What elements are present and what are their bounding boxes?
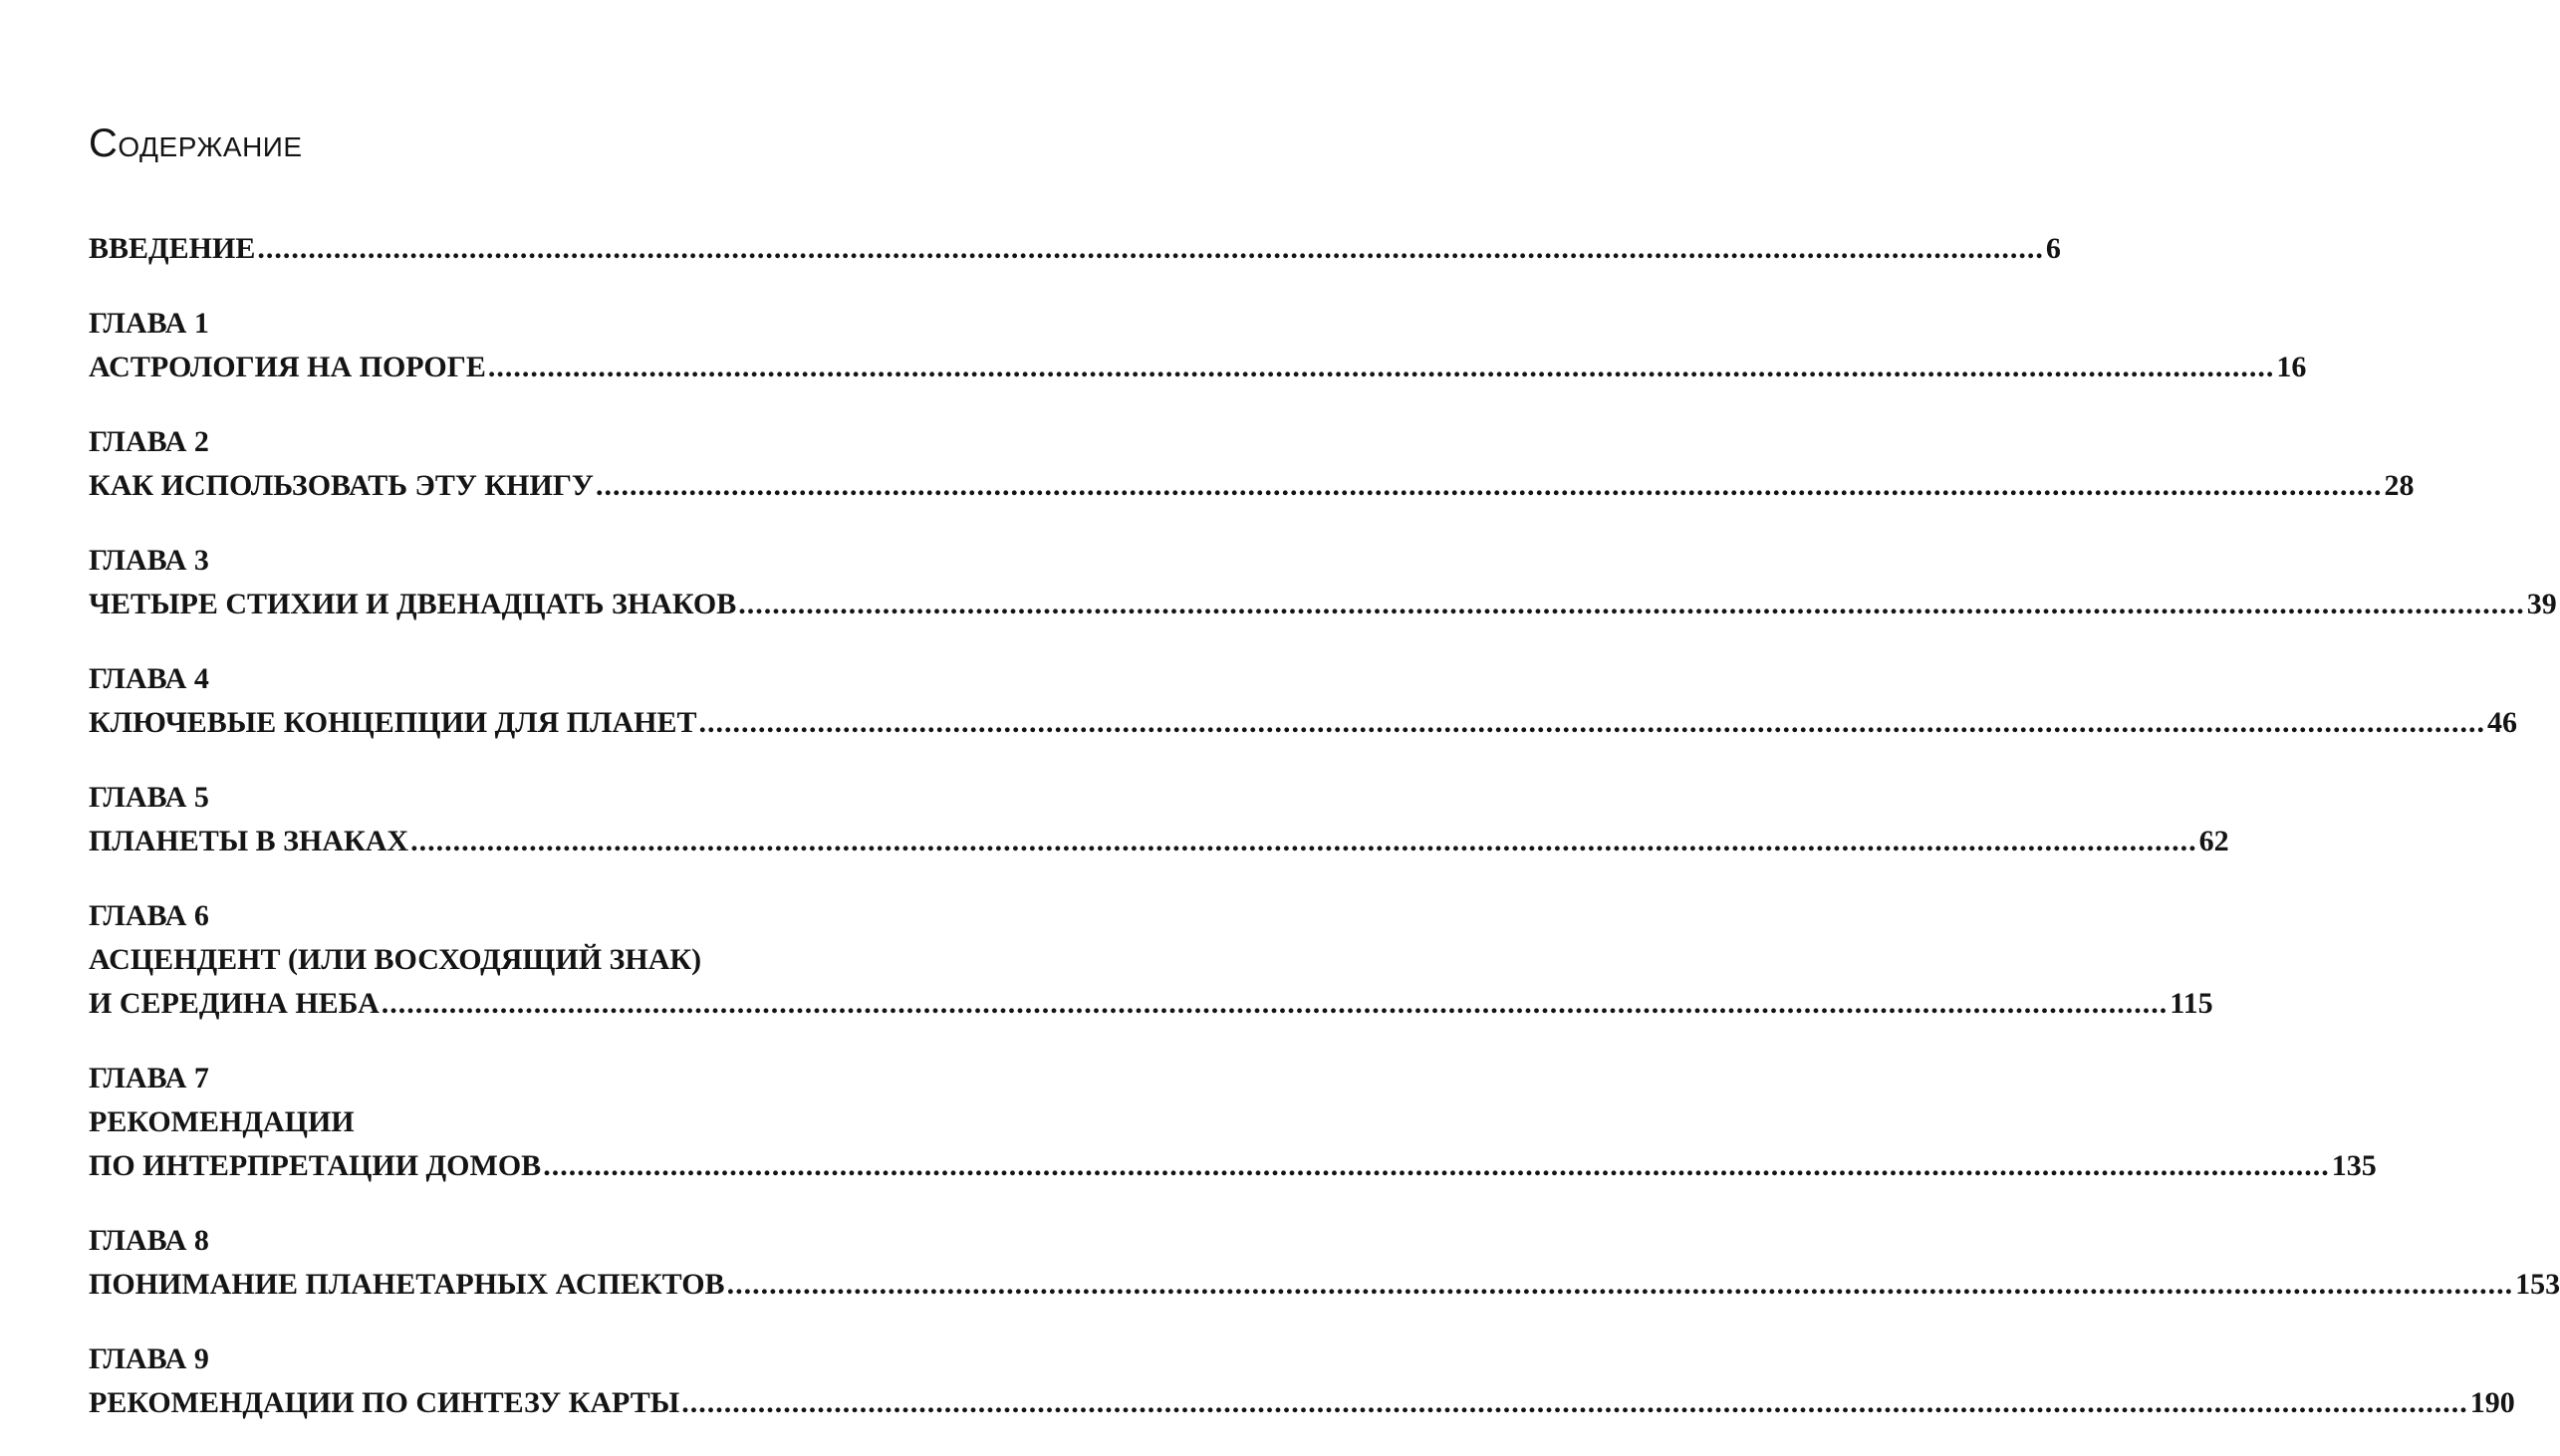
entry-title-row — [89, 1263, 2560, 1307]
entry-title: И СЕРЕДИНА НЕБА — [89, 987, 380, 1020]
chapter-label: ГЛАВА 9 — [89, 1342, 209, 1375]
dot-leader: ................................................................................................................................................................................................................... — [381, 987, 2169, 1020]
dot-leader: ................................................................................................................................................................................................................... — [738, 588, 2525, 620]
toc-entry[interactable] — [89, 227, 2061, 271]
toc-entry[interactable] — [89, 776, 2229, 863]
page-number: 39 — [2526, 588, 2557, 620]
chapter-label: ГЛАВА 4 — [89, 662, 209, 695]
table-of-contents — [89, 227, 2560, 1456]
dot-leader: ................................................................................................................................................................................................................... — [487, 351, 2275, 383]
dot-leader: ................................................................................................................................................................................................................... — [726, 1268, 2514, 1301]
page-number: 62 — [2198, 825, 2229, 857]
chapter-label: ГЛАВА 6 — [89, 899, 209, 932]
page-number: 190 — [2469, 1386, 2515, 1419]
entry-title: ВВЕДЕНИЕ — [89, 232, 256, 265]
entry-title: КЛЮЧЕВЫЕ КОНЦЕПЦИИ ДЛЯ ПЛАНЕТ — [89, 706, 697, 739]
entry-title-row — [89, 1381, 2515, 1425]
toc-entry[interactable] — [89, 1337, 2515, 1425]
toc-entry[interactable] — [89, 539, 2557, 626]
entry-title-row — [89, 701, 2517, 745]
chapter-label: ГЛАВА 7 — [89, 1062, 209, 1094]
page-number: 153 — [2515, 1268, 2560, 1301]
dot-leader: ................................................................................................................................................................................................................... — [410, 825, 2197, 857]
entry-title: ПОНИМАНИЕ ПЛАНЕТАРНЫХ АСПЕКТОВ — [89, 1268, 725, 1301]
toc-entry[interactable] — [89, 420, 2415, 508]
dot-leader: ................................................................................................................................................................................................................... — [698, 706, 2485, 739]
page-title: Содержание — [89, 121, 303, 165]
entry-title-row — [89, 227, 2061, 271]
toc-entry[interactable] — [89, 1057, 2377, 1188]
toc-entry[interactable] — [89, 302, 2307, 389]
entry-title: ПО ИНТЕРПРЕТАЦИИ ДОМОВ — [89, 1149, 542, 1182]
entry-title: ЧЕТЫРЕ СТИХИИ И ДВЕНАДЦАТЬ ЗНАКОВ — [89, 588, 737, 620]
page-number: 46 — [2486, 706, 2517, 739]
entry-title-row — [89, 820, 2229, 863]
dot-leader: ................................................................................................................................................................................................................... — [681, 1386, 2468, 1419]
entry-title-row — [89, 346, 2307, 389]
page-number: 28 — [2384, 469, 2415, 502]
page-number: 135 — [2331, 1149, 2377, 1182]
page-number: 6 — [2045, 232, 2061, 265]
entry-title-row — [89, 464, 2415, 508]
entry-title: АСТРОЛОГИЯ НА ПОРОГЕ — [89, 351, 486, 383]
entry-title-row — [89, 1144, 2377, 1188]
chapter-label: ГЛАВА 1 — [89, 307, 209, 340]
toc-entry[interactable] — [89, 657, 2517, 745]
chapter-label: ГЛАВА 5 — [89, 781, 209, 814]
chapter-label: ГЛАВА 2 — [89, 425, 209, 458]
entry-title-line: РЕКОМЕНДАЦИИ — [89, 1105, 355, 1138]
entry-title: РЕКОМЕНДАЦИИ ПО СИНТЕЗУ КАРТЫ — [89, 1386, 680, 1419]
entry-title-line: АСЦЕНДЕНТ (ИЛИ ВОСХОДЯЩИЙ ЗНАК) — [89, 943, 702, 976]
dot-leader: ................................................................................................................................................................................................................... — [543, 1149, 2330, 1182]
chapter-label: ГЛАВА 3 — [89, 544, 209, 577]
toc-entry[interactable] — [89, 894, 2213, 1026]
toc-entry[interactable] — [89, 1219, 2560, 1307]
dot-leader: ................................................................................................................................................................................................................... — [595, 469, 2383, 502]
entry-title-row — [89, 583, 2557, 626]
page-number: 115 — [2170, 987, 2213, 1020]
dot-leader: ................................................................................................................................................................................................................... — [257, 232, 2044, 265]
chapter-label: ГЛАВА 8 — [89, 1224, 209, 1257]
entry-title-row — [89, 982, 2213, 1026]
entry-title: КАК ИСПОЛЬЗОВАТЬ ЭТУ КНИГУ — [89, 469, 594, 502]
entry-title: ПЛАНЕТЫ В ЗНАКАХ — [89, 825, 409, 857]
page-number: 16 — [2276, 351, 2307, 383]
